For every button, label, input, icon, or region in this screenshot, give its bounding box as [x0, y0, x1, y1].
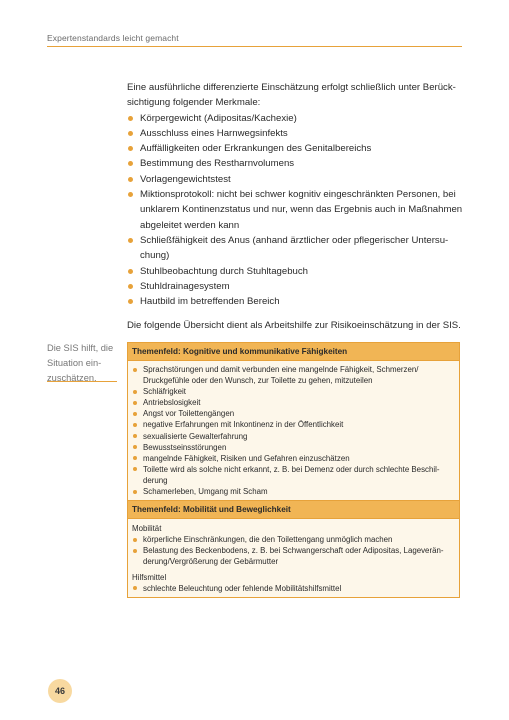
bullet-icon — [128, 299, 133, 304]
intro-paragraph: Eine ausführliche differenzierte Einschätzung erfolgt schließlich unter Berücksichtigung folgender Merkmale: — [127, 82, 456, 109]
list-item: Körpergewicht (Adipositas/Kachexie) — [127, 111, 463, 126]
bullet-icon — [128, 131, 133, 136]
list-item: Hautbild im betreffenden Bereich — [127, 294, 463, 309]
list-item: Schließfähigkeit des Anus (anhand ärztlicher oder pflegerischer Untersuchung) — [127, 233, 463, 264]
table-row: Antriebslosigkeit — [132, 397, 455, 408]
bullet-icon — [128, 177, 133, 182]
list-item: Miktionsprotokoll: nicht bei schwer kognitiv eingeschränkten Personen, bei unklarem Kontinenzstatus und nur, wenn das Ergebnis auch in Maßnahmen abgeleitet werden kann — [127, 187, 463, 233]
table-row: schlechte Beleuchtung oder fehlende Mobilitätshilfsmittel — [132, 583, 455, 594]
bullet-icon — [133, 412, 137, 416]
theme-header-cognition: Themenfeld: Kognitive und kommunikative Fähigkeiten — [128, 343, 459, 361]
main-content — [127, 80, 463, 334]
bullet-icon — [133, 456, 137, 460]
list-item: Stuhldrainagesystem — [127, 279, 463, 294]
bullet-icon — [133, 549, 137, 553]
risk-assessment-table — [127, 342, 460, 598]
bullet-icon — [128, 161, 133, 166]
bullet-icon — [128, 116, 133, 121]
table-row: Schamerleben, Umgang mit Scham — [132, 486, 455, 497]
table-row: Schläfrigkeit — [132, 386, 455, 397]
list-item: Ausschluss eines Harnwegsinfekts — [127, 126, 463, 141]
table-row: Toilette wird als solche nicht erkannt, z. B. bei Demenz oder durch schlechte Beschilderung — [132, 464, 455, 486]
bullet-icon — [133, 538, 137, 542]
running-header: Expertenstandards leicht gemacht — [47, 33, 179, 43]
theme-body-cognition — [128, 361, 459, 500]
subheading-hilfsmittel: Hilfsmittel — [132, 572, 167, 582]
bullet-icon — [133, 368, 137, 372]
margin-note: Die SIS hilft, die Situation einzuschätzen. — [47, 343, 114, 383]
subheading-mobilitaet: Mobilität — [132, 524, 162, 534]
cognition-list — [132, 364, 455, 497]
list-item: Bestimmung des Restharnvolumens — [127, 156, 463, 171]
merkmale-list — [127, 111, 463, 310]
bullet-icon — [133, 390, 137, 394]
mobility-list — [132, 534, 455, 567]
bullet-icon — [128, 269, 133, 274]
table-row: mangelnde Fähigkeit, Risiken und Gefahren einzuschätzen — [132, 453, 455, 464]
bullet-icon — [133, 434, 137, 438]
table-row: Sprachstörungen und damit verbunden eine mangelnde Fähigkeit, Schmerzen/ Druckgefühle oder den Wunsch, zur Toilette zu gehen, mitzuteilen — [132, 364, 455, 386]
bullet-icon — [133, 423, 137, 427]
margin-note-divider — [47, 381, 117, 382]
bullet-icon — [128, 284, 133, 289]
bullet-icon — [133, 467, 137, 471]
bullet-icon — [133, 445, 137, 449]
overview-paragraph: Die folgende Übersicht dient als Arbeitshilfe zur Risikoeinschätzung in der SIS. — [127, 320, 461, 332]
aids-list — [132, 583, 455, 594]
header-divider — [47, 46, 462, 47]
table-row: Bewusstseinsstörungen — [132, 442, 455, 453]
theme-header-mobility: Themenfeld: Mobilität und Beweglichkeit — [128, 500, 459, 519]
list-item: Stuhlbeobachtung durch Stuhltagebuch — [127, 264, 463, 279]
page-number-badge — [48, 679, 72, 703]
list-item: Vorlagengewichtstest — [127, 172, 463, 187]
bullet-icon — [133, 401, 137, 405]
bullet-icon — [128, 192, 133, 197]
page-number: 46 — [54, 686, 65, 696]
bullet-icon — [128, 238, 133, 243]
bullet-icon — [133, 586, 137, 590]
table-row: Belastung des Beckenbodens, z. B. bei Schwangerschaft oder Adipositas, Lageveränderung/Vergrößerung der Gebärmutter — [132, 545, 455, 567]
table-row: körperliche Einschränkungen, die den Toilettengang unmöglich machen — [132, 534, 455, 545]
table-row: negative Erfahrungen mit Inkontinenz in der Öffentlichkeit — [132, 419, 455, 430]
list-item: Auffälligkeiten oder Erkrankungen des Genitalbereichs — [127, 141, 463, 156]
bullet-icon — [128, 146, 133, 151]
table-row: sexualisierte Gewalterfahrung — [132, 431, 455, 442]
theme-body-mobility — [128, 519, 459, 597]
bullet-icon — [133, 490, 137, 494]
table-row: Angst vor Toilettengängen — [132, 408, 455, 419]
